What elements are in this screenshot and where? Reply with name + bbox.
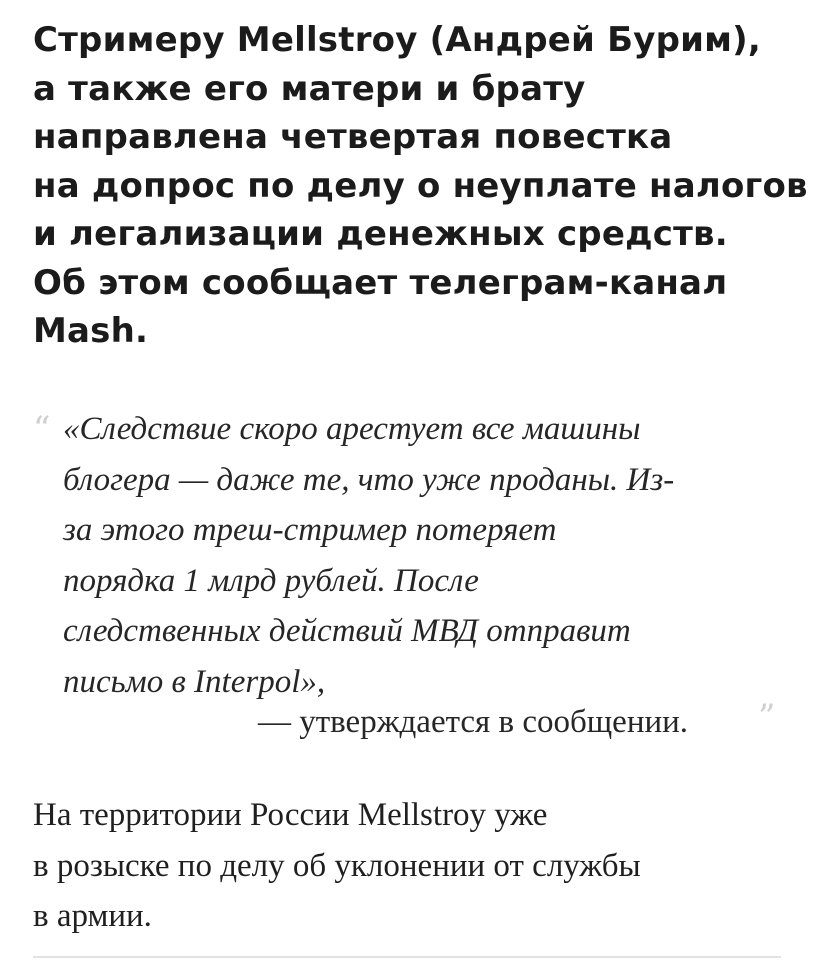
quote-line: порядка 1 млрд рублей. После (63, 562, 479, 599)
quote-line: блогера — даже те, что уже проданы. Из- (63, 461, 675, 498)
lead-line: а также его матери и брату (33, 68, 586, 109)
bottom-divider (33, 956, 781, 958)
lead-line: Об этом сообщает телеграм-канал (33, 262, 728, 303)
quote-line: следственных действий МВД отправит (63, 613, 631, 649)
lead-line: Стримеру Mellstroy (Андрей Бурим), (33, 20, 761, 60)
quote-source: — утверждается в сообщении. (258, 704, 689, 740)
quote-line: письмо в Interpol», (63, 663, 326, 700)
article-lead (33, 16, 808, 356)
quote-line: за этого треш-стример потеряет (63, 512, 557, 548)
lead-line: Mash. (33, 311, 149, 351)
body-line: На территории России Mellstroy уже (33, 797, 548, 833)
body-line: в розыске по делу об уклонении от службы (33, 847, 641, 884)
lead-line: направлена четвертая повестка (33, 117, 673, 157)
body-line: в армии. (33, 898, 152, 934)
quote-line: «Следствие скоро арестует все машины (63, 411, 641, 447)
close-quote-icon: ” (758, 697, 776, 737)
lead-line: на допрос по делу о неуплате налогов (33, 165, 808, 206)
quote-text (63, 404, 763, 707)
article-body-paragraph (33, 790, 793, 942)
open-quote-icon: “ (33, 409, 51, 449)
lead-line: и легализации денежных средств. (33, 214, 728, 254)
